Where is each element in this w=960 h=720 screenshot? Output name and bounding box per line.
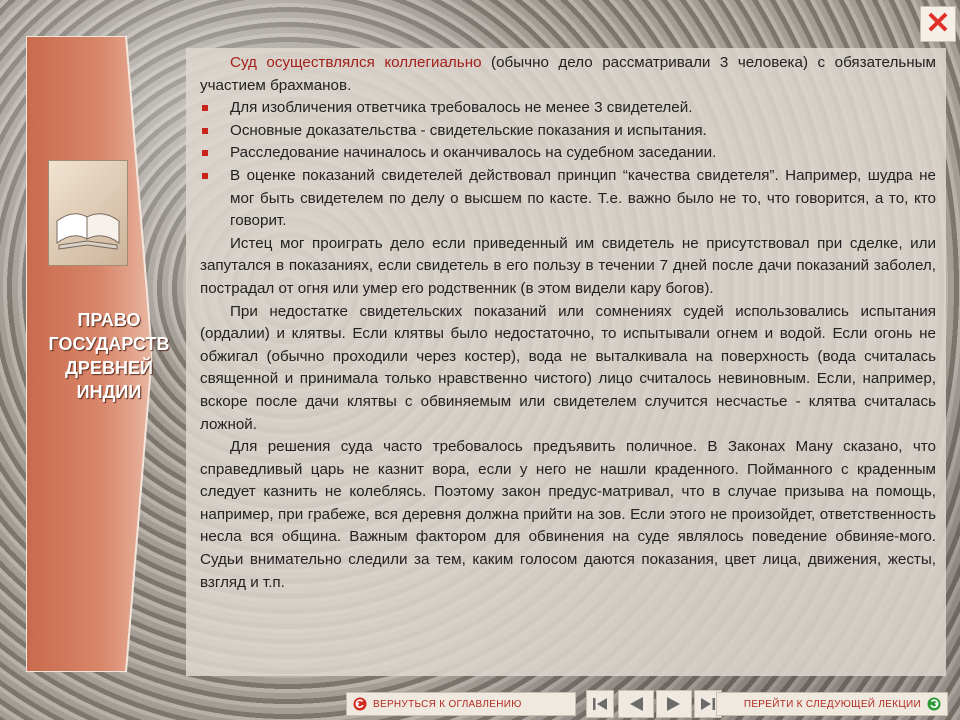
list-item: В оценке показаний свидетелей действовал принцип “качества свидетеля”. Например, шудра не мог быть свидетелем по делу о высшем по касте. Т.е. важно было не то, что говорится, а то, кто говорит. xyxy=(200,165,936,233)
intro-rest: (обычно дело рассматривали 3 человека) с обязательным участием брахманов. xyxy=(200,54,936,94)
bullet-icon xyxy=(202,128,208,134)
close-icon: ✕ xyxy=(925,7,951,40)
intro-paragraph xyxy=(200,52,936,97)
bullet-icon xyxy=(202,105,208,111)
intro-highlight: Суд осуществлялся коллегиально xyxy=(230,54,482,71)
section-title: ПРАВО ГОСУДАРСТВ ДРЕВНЕЙ ИНДИИ xyxy=(48,310,170,402)
first-icon xyxy=(591,696,609,712)
list-item: Расследование начиналось и оканчивалось на судебном заседании. xyxy=(200,142,936,165)
last-icon xyxy=(699,696,717,712)
forward-arrow-icon xyxy=(927,697,941,711)
prev-button[interactable] xyxy=(618,690,654,718)
first-button[interactable] xyxy=(586,690,614,718)
prev-icon xyxy=(627,696,645,712)
back-arrow-icon xyxy=(353,697,367,711)
bullet-icon xyxy=(202,150,208,156)
next-icon xyxy=(665,696,683,712)
footer-navigation xyxy=(0,684,960,720)
back-to-contents-label: ВЕРНУТЬСЯ К ОГЛАВЛЕНИЮ xyxy=(373,698,522,710)
list-item: Для изобличения ответчика требовалось не менее 3 свидетелей. xyxy=(200,97,936,120)
lecture-text xyxy=(200,52,936,594)
book-icon xyxy=(49,161,127,265)
close-button[interactable] xyxy=(920,6,956,42)
next-lecture-label: ПЕРЕЙТИ К СЛЕДУЮЩЕЙ ЛЕКЦИИ xyxy=(743,698,921,710)
paragraph: Для решения суда часто требовалось предъявить поличное. В Законах Ману сказано, что справедливый царь не казнит вора, если у него не нашли краденного. Пойманного с краденным следует казнить не колеблясь. Поэтому закон предус-матривал, что в случае призыва на помощь, например, при грабеже, вся деревня должна прийти на зов. Если этого не произойдет, ответственность несла вся община. Важным фактором для обвинения на суде являлось поведение обвиняе-мого. Судьи внимательно следили за тем, каким голосом даются показания, цвет лица, движения, жесты, взгляд и т.п. xyxy=(200,438,936,591)
next-lecture-button[interactable] xyxy=(716,692,948,716)
paragraph: При недостатке свидетельских показаний или сомнениях судей использовались испытания (ордалии) и клятвы. Если клятвы было недостаточно, то испытывали огнем и водой. Если огонь не обжигал (обычно проходили через костер), вода не выталкивала на поверхность (вода считалась священной и принимала только нравственно чистого) лицо считалось невиновным. Если, например, вскоре после дачи клятвы с обвиняемым или свидетелем случится несчастье - клятва считалась ложной. xyxy=(200,302,936,433)
back-to-contents-button[interactable] xyxy=(346,692,576,716)
book-image xyxy=(48,160,128,266)
paragraph: Истец мог проиграть дело если приведенный им свидетель не присутствовал при сделке, или запутался в показаниях, если свидетель в его пользу в течении 7 дней после дачи показаний заболел, пострадал от огня или умер его родственник (в этом видели кару богов). xyxy=(200,234,936,297)
list-item: Основные доказательства - свидетельские показания и испытания. xyxy=(200,120,936,143)
bullet-icon xyxy=(202,173,208,179)
next-button[interactable] xyxy=(656,690,692,718)
